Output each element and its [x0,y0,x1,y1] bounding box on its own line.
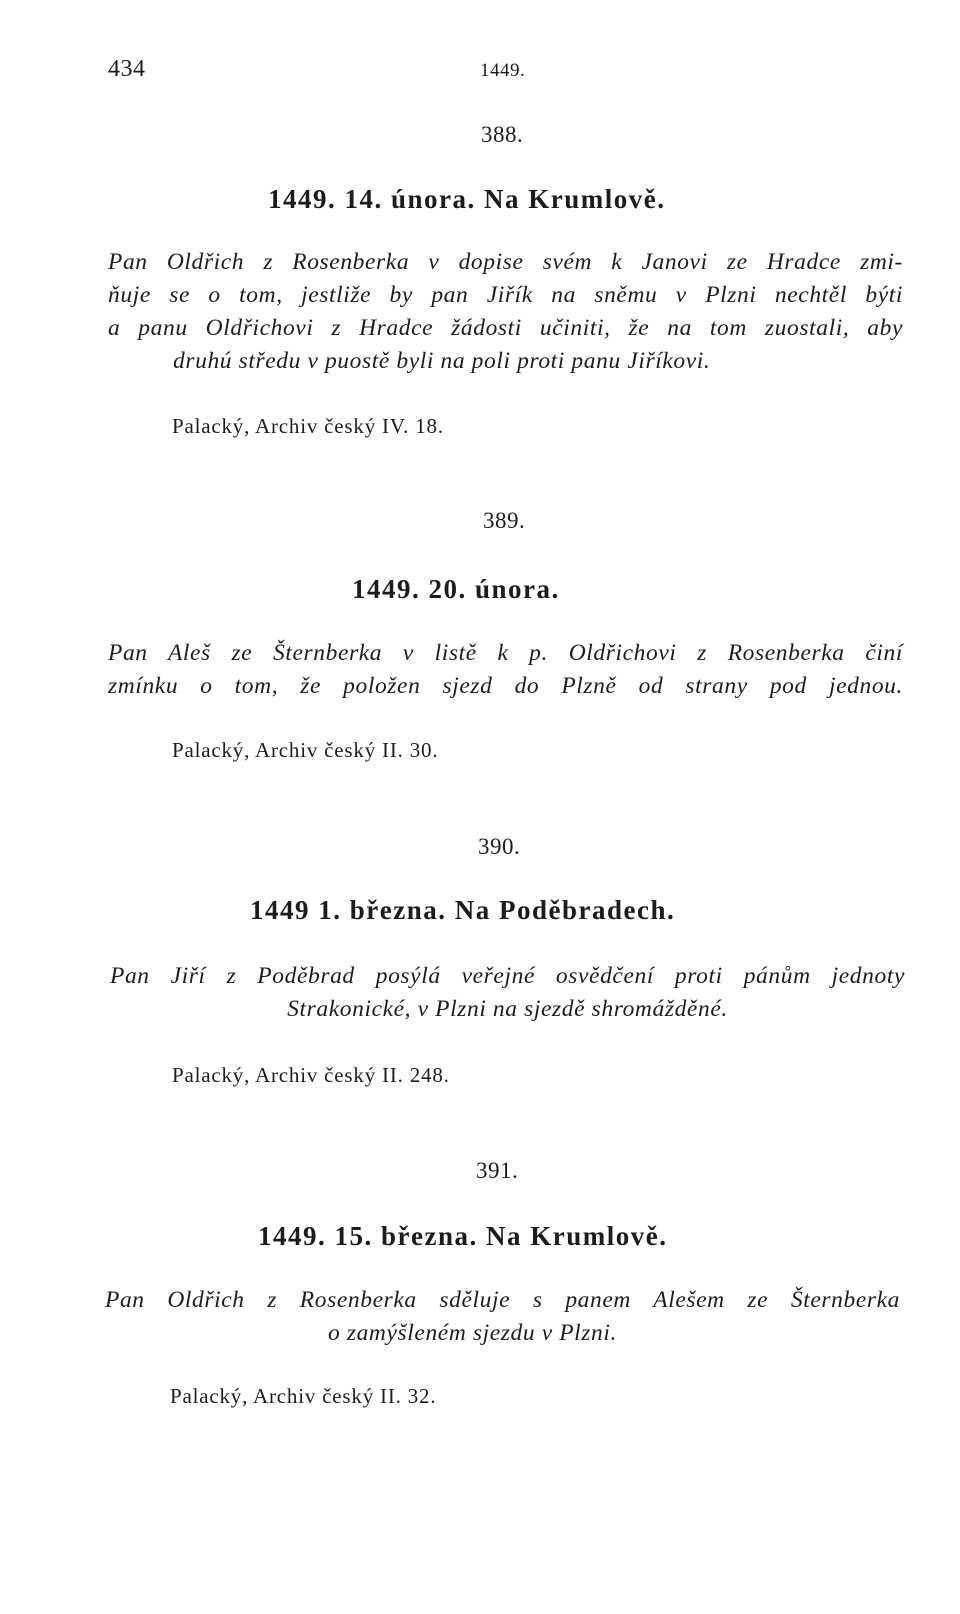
entry-number: 390. [478,834,521,859]
regest-line: a panu Oldřichovi z Hradce žádosti učiniti, že na tom zuostali, aby [108,315,903,341]
regest-line: Pan Aleš ze Šternberka v listě k p. Oldřichovi z Rosenberka činí [108,640,903,666]
source-citation: Palacký, Archiv český II. 248. [172,1063,450,1087]
entry-date: 1449 1. března. Na Poděbradech. [250,895,676,925]
entry-date: 1449. 15. března. Na Krumlově. [258,1221,668,1251]
entry-date: 1449. 20. února. [352,574,560,604]
source-citation: Palacký, Archiv český II. 32. [170,1384,437,1408]
regest-line: o zamýšleném sjezdu v Plzni. [328,1320,617,1346]
regest-line: Strakonické, v Plzni na sjezdě shromážděné. [287,996,728,1022]
source-citation: Palacký, Archiv český II. 30. [172,738,439,762]
entry-regest [105,1284,900,1350]
regest-line: Pan Oldřich z Rosenberka sděluje s panem Alešem ze Šternberka [105,1287,900,1313]
regest-line: Pan Jiří z Poděbrad posýlá veřejné osvědčení proti pánům jednoty [110,963,905,989]
page-number: 434 [108,56,146,82]
entry-date: 1449. 14. února. Na Krumlově. [268,184,666,214]
regest-line: Pan Oldřich z Rosenberka v dopise svém k Janovi ze Hradce zmi- [108,249,903,275]
source-citation: Palacký, Archiv český IV. 18. [172,414,444,438]
entry-number: 391. [476,1158,519,1183]
entry-regest [108,246,903,378]
entry-regest [110,960,905,1026]
regest-line: ňuje se o tom, jestliže by pan Jiřík na sněmu v Plzni nechtěl býti [108,282,903,308]
entry-regest [108,637,903,703]
regest-line: zmínku o tom, že položen sjezd do Plzně od strany pod jednou. [108,673,903,699]
regest-line: druhú středu v puostě byli na poli proti panu Jiříkovi. [173,348,711,374]
entry-number: 389. [483,508,526,533]
entry-number: 388. [481,122,524,147]
running-head: 1449. [480,60,526,81]
